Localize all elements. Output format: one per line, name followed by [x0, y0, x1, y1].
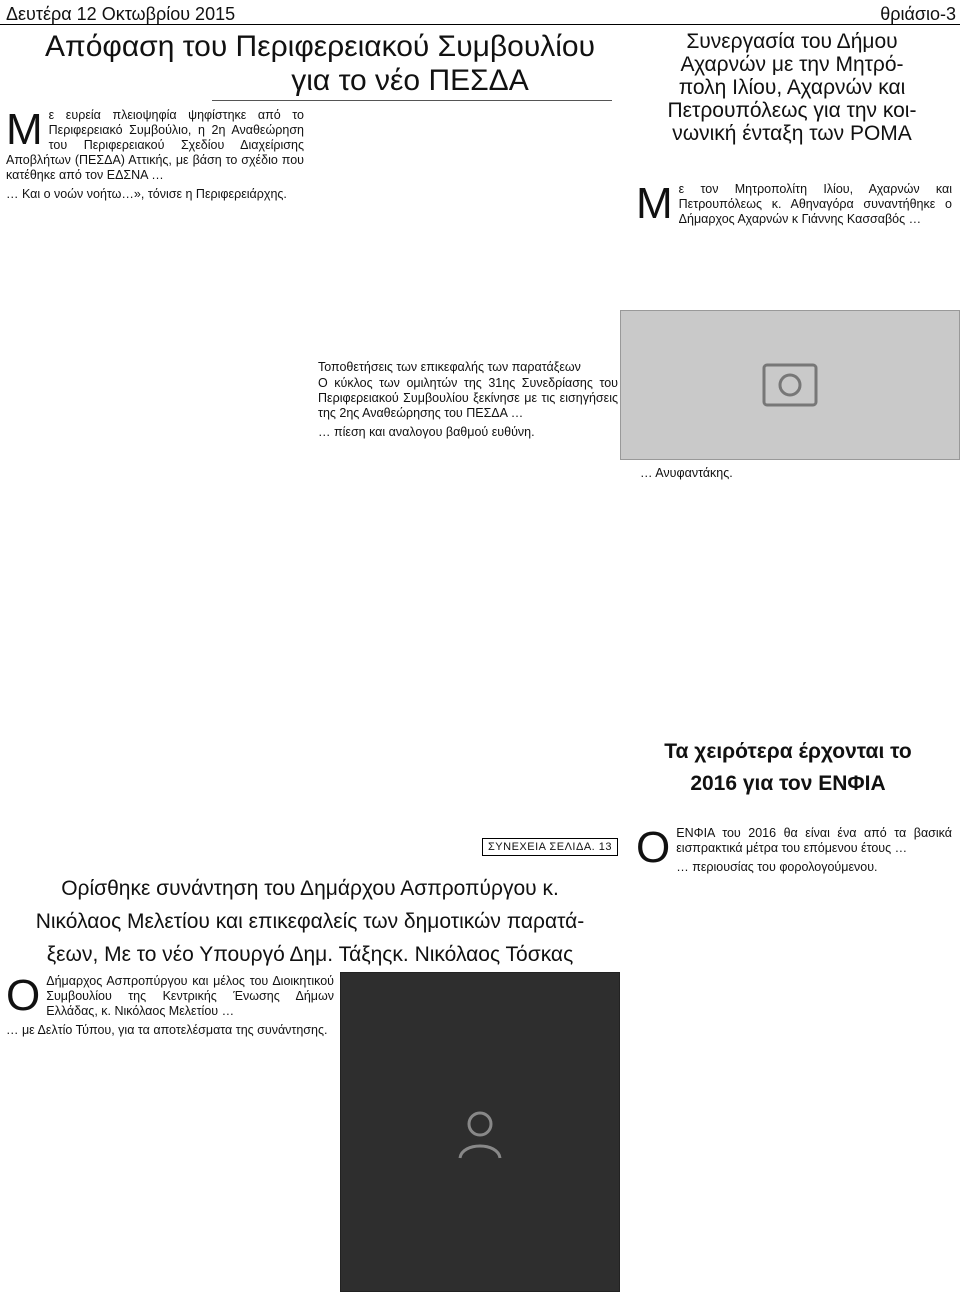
aspro-paragraph: … με Δελτίο Τύπου, για τα αποτελέσματα της συνάντησης. — [6, 1023, 328, 1037]
roma-continuation — [640, 466, 952, 718]
middle-paragraph: Ο κύκλος των ομιλητών της 31ης Συνεδρίασης του Περιφερειακού Συμβουλίου ξεκίνησε με τις εισηγήσεις της 2ης Αναθεώρησης του ΠΕΣΔΑ … — [318, 376, 618, 420]
roma-meeting-photo — [620, 310, 960, 460]
enfia-headline-line: 2016 για τον ΕΝΦΙΑ — [690, 772, 886, 795]
pesda-headline-line: Απόφαση του Περιφερειακού Συμβουλίου — [44, 30, 596, 63]
aspro-headline-line: Νικόλαος Μελετίου και επικεφαλείς των δημοτικών παρατά- — [35, 910, 585, 933]
middle-article-body — [318, 376, 618, 852]
roma-paragraph: … Ανυφαντάκης. — [640, 466, 733, 480]
pesda-headline-line: για το νέο ΠΕΣΔΑ — [291, 64, 529, 97]
header-divider — [0, 24, 960, 25]
enfia-dropcap: Ο — [636, 826, 671, 872]
roma-headline-line: Συνεργασία του Δήμου — [686, 30, 898, 53]
pesda-dropcap: Μ — [6, 108, 43, 154]
roma-headline-line: Αχαρνών με την Μητρό- — [680, 53, 904, 76]
pesda-headline-rule — [212, 100, 612, 101]
middle-paragraph: … πίεση και αναλογου βαθμού ευθύνη. — [318, 425, 535, 439]
roma-dropcap: Μ — [636, 182, 673, 228]
roma-headline-line: πολη Ιλίου, Αχαρνών και — [678, 76, 906, 99]
enfia-paragraph: … περιουσίας του φορολογούμενου. — [676, 860, 878, 874]
pesda-headline — [20, 30, 620, 98]
roma-headline-line: Πετρουπόλεως για την κοι- — [667, 99, 917, 122]
enfia-paragraph: ΕΝΦΙΑ του 2016 θα είναι ένα από τα βασικά εισπρακτικά μέτρα του επόμενου έτους … — [676, 826, 952, 855]
roma-paragraph: ε τον Μητροπολίτη Ιλίου, Αχαρνών και Πετρουπόλεως κ. Αθηναγόρα συναντήθηκε ο Δήμαρχος Αχαρνών κ Γιάννης Κασσαβός … — [678, 182, 952, 226]
continued-on-page-label: ΣΥΝΕΧΕΙΑ ΣΕΛΙΔΑ. 13 — [482, 838, 618, 856]
aspro-headline — [0, 872, 620, 971]
aspro-headline-line: ξεων, Με το νέο Υπουργό Δημ. Τάξηςκ. Νικόλαος Τόσκας — [46, 943, 574, 966]
minister-portrait-photo — [340, 972, 620, 1292]
roma-headline — [624, 30, 960, 145]
photo-caption: Τοποθετήσεις των επικεφαλής των παρατάξεων — [318, 360, 581, 374]
header-section: θριάσιο-3 — [880, 4, 956, 24]
pesda-article-body — [6, 108, 304, 838]
enfia-headline — [626, 736, 950, 800]
aspro-paragraph: Δήμαρχος Ασπροπύργου και μέλος του Διοικητικού Συμβουλίου της Κεντρικής Ένωσης Δήμων Ελλάδας, κ. Νικόλαος Μελετίου … — [46, 974, 334, 1018]
enfia-article-body — [636, 826, 952, 1294]
photo-placeholder-icon — [450, 1102, 510, 1162]
aspro-dropcap: Ο — [6, 974, 41, 1020]
pesda-paragraph: … Και ο νοών νοήτω…», τόνισε η Περιφερειάρχης. — [6, 187, 287, 201]
aspro-headline-line: Ορίσθηκε συνάντηση του Δημάρχου Ασπροπύργου κ. — [61, 877, 559, 900]
roma-headline-line: νωνική ένταξη των ΡΟΜΑ — [672, 122, 912, 145]
pesda-paragraph: ε ευρεία πλειοψηφία ψηφίστηκε από το Περιφερειακό Συμβούλιο, η 2η Αναθεώρηση του Περιφερειακού Σχεδίου Διαχείρισης Αποβλήτων (ΠΕΣΔΑ) Αττικής, με βάση το σχέδιο που κατέθηκε από τον ΕΔΣΝΑ … — [6, 108, 304, 182]
roma-intro — [636, 182, 952, 252]
aspro-article-body — [6, 974, 334, 1292]
enfia-headline-line: Τα χειρότερα έρχονται το — [664, 740, 912, 763]
header-date: Δευτέρα 12 Οκτωβρίου 2015 — [6, 4, 236, 24]
photo-placeholder-icon — [760, 355, 820, 415]
